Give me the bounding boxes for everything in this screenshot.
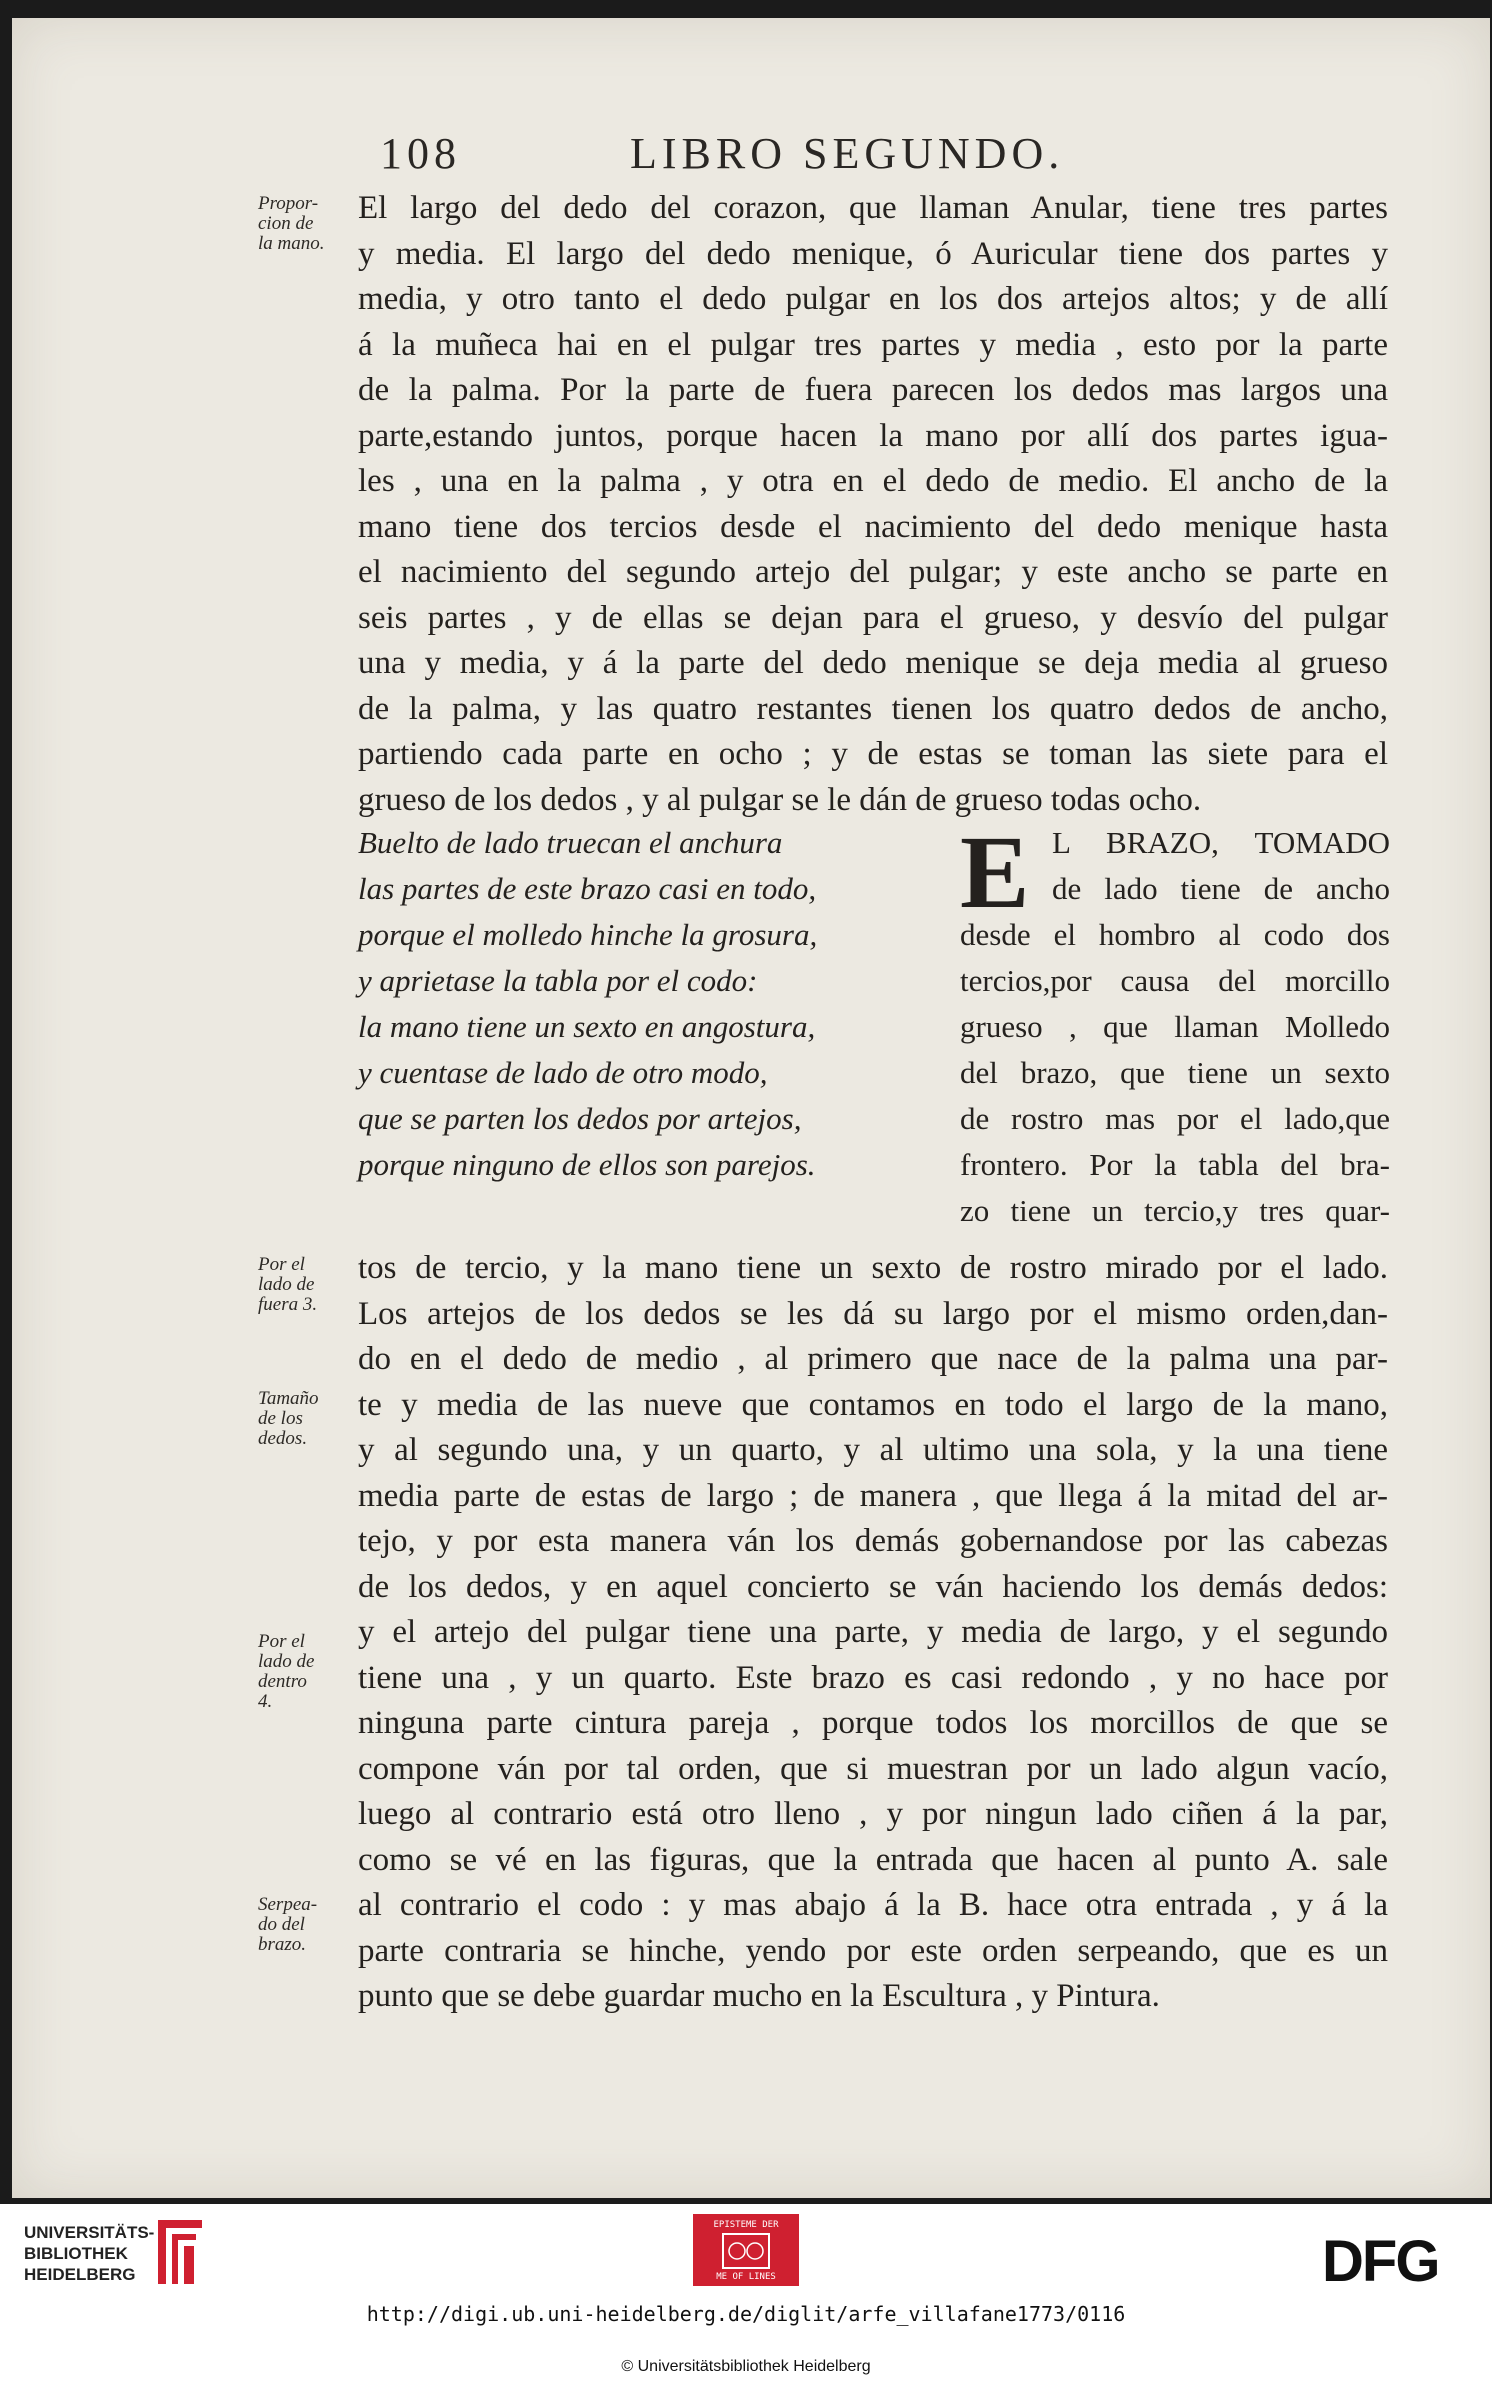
text-line: de la palma, y las quatro restantes tienen los quatro dedos de ancho, bbox=[358, 690, 1388, 727]
episteme-logo[interactable]: EPISTEME DER ME OF LINES bbox=[693, 2214, 799, 2286]
permalink[interactable]: http://digi.ub.uni-heidelberg.de/diglit/arfe_villafane1773/0116 bbox=[366, 2302, 1126, 2326]
text-line: seis partes , y de ellas se dejan para el grueso, y desvío del pulgar bbox=[358, 599, 1388, 636]
text-line: frontero. Por la tabla del bra- bbox=[960, 1147, 1390, 1182]
text-line: El largo del dedo del corazon, que llaman Anular, tiene tres partes bbox=[358, 190, 1388, 226]
copyright: © Universitätsbibliothek Heidelberg bbox=[621, 2358, 871, 2375]
text-line: Buelto de lado truecan el anchura bbox=[358, 825, 783, 860]
page-header bbox=[380, 128, 1080, 188]
text-line: del brazo, que tiene un sexto bbox=[960, 1055, 1390, 1090]
text-line: tos de tercio, y la mano tiene un sexto de rostro mirado por el lado. bbox=[358, 1250, 1388, 1286]
text-line: de la palma. Por la parte de fuera parecen los dedos mas largos una bbox=[358, 372, 1388, 408]
text-line: do en el dedo de medio , al primero que nace de la palma una par- bbox=[358, 1341, 1388, 1377]
text-line: grueso de los dedos , y al pulgar se le dán de grueso todas ocho. bbox=[358, 781, 1202, 818]
margin-note: Serpea- do del brazo. bbox=[258, 1894, 318, 1955]
text-line: L BRAZO, TOMADO bbox=[1052, 825, 1390, 860]
text-line: y media. El largo del dedo menique, ó Auricular tiene dos partes y bbox=[358, 235, 1388, 272]
text-line: de rostro mas por el lado,que bbox=[960, 1101, 1390, 1136]
right-column bbox=[960, 815, 1390, 1234]
text-line: á la muñeca hai en el pulgar tres partes y media , esto por la parte bbox=[358, 326, 1388, 363]
text-line: y aprietase la tabla por el codo: bbox=[358, 963, 758, 998]
text-line: grueso , que llaman Molledo bbox=[960, 1009, 1390, 1044]
dfg-logo[interactable]: DFG bbox=[1322, 2229, 1439, 2294]
text-line: mano tiene dos tercios desde el nacimiento del dedo menique hasta bbox=[358, 508, 1388, 545]
margin-note: Por el lado de fuera 3. bbox=[258, 1254, 318, 1315]
text-line: media parte de estas de largo ; de manera , que llega á la mitad del ar- bbox=[358, 1477, 1388, 1514]
paragraph-1 bbox=[358, 186, 1388, 823]
text-line: y al segundo una, y un quarto, y al ultimo una sola, y la una tiene bbox=[358, 1432, 1388, 1468]
running-head: LIBRO SEGUNDO. bbox=[630, 129, 1065, 178]
text-line: porque ninguno de ellos son parejos. bbox=[358, 1147, 816, 1182]
text-line: tejo, y por esta manera ván los demás gobernandose por las cabezas bbox=[358, 1523, 1388, 1559]
text-line: tercios,por causa del morcillo bbox=[960, 963, 1390, 998]
text-line: el nacimiento del segundo artejo del pulgar; y este ancho se parte en bbox=[358, 554, 1388, 590]
margin-note: Por el lado de dentro 4. bbox=[258, 1631, 315, 1712]
text-line: parte,estando juntos, porque hacen la mano por allí dos partes igua- bbox=[358, 417, 1388, 454]
page-number: 108 bbox=[380, 129, 461, 178]
text-line: ninguna parte cintura pareja , porque todos los morcillos de que se bbox=[358, 1705, 1388, 1741]
viewer-footer bbox=[0, 2204, 1492, 2388]
text-line: y el artejo del pulgar tiene una parte, y media de largo, y el segundo bbox=[358, 1614, 1388, 1650]
paragraph-2 bbox=[358, 1246, 1388, 2020]
text-line: luego al contrario está otro lleno , y por ningun lado ciñen á la par, bbox=[358, 1796, 1388, 1832]
text-line: de los dedos, y en aquel concierto se ván haciendo los demás dedos: bbox=[358, 1568, 1388, 1605]
text-line: parte contraria se hinche, yendo por este orden serpeando, que es un bbox=[358, 1932, 1388, 1969]
text-line: que se parten los dedos por artejos, bbox=[358, 1101, 802, 1136]
text-line: punto que se debe guardar mucho en la Escultura , y Pintura. bbox=[358, 1978, 1160, 2014]
text-line: compone ván por tal orden, que si muestran por un lado algun vacío, bbox=[358, 1750, 1388, 1787]
text-line: como se vé en las figuras, que la entrada que hacen al punto A. sale bbox=[358, 1841, 1388, 1878]
text-line: una y media, y á la parte del dedo menique se deja media al grueso bbox=[358, 645, 1388, 681]
text-line: media, y otro tanto el dedo pulgar en los dos artejos altos; y de allí bbox=[358, 281, 1388, 317]
verse-block bbox=[358, 820, 918, 1188]
text-line: te y media de las nueve que contamos en todo el largo de la mano, bbox=[358, 1386, 1388, 1423]
text-line: al contrario el codo : y mas abajo á la B. hace otra entrada , y á la bbox=[358, 1887, 1388, 1923]
drop-cap: E bbox=[960, 815, 1030, 930]
text-line: y cuentase de lado de otro modo, bbox=[358, 1055, 768, 1090]
margin-note: Tamaño de los dedos. bbox=[258, 1388, 319, 1449]
text-line: porque el molledo hinche la grosura, bbox=[358, 917, 818, 952]
text-line: les , una en la palma , y otra en el dedo de medio. El ancho de la bbox=[358, 463, 1388, 499]
library-logo-icon bbox=[150, 2212, 210, 2292]
text-line: las partes de este brazo casi en todo, bbox=[358, 871, 817, 906]
text-line: la mano tiene un sexto en angostura, bbox=[358, 1009, 816, 1044]
text-line: tiene una , y un quarto. Este brazo es casi redondo , y no hace por bbox=[358, 1659, 1388, 1696]
text-line: zo tiene un tercio,y tres quar- bbox=[960, 1193, 1390, 1228]
margin-note: Propor- cion de la mano. bbox=[258, 193, 325, 254]
text-line: desde el hombro al codo dos bbox=[960, 917, 1390, 952]
text-line: partiendo cada parte en ocho ; y de estas se toman las siete para el bbox=[358, 736, 1388, 772]
text-line: Los artejos de los dedos se les dá su largo por el mismo orden,dan- bbox=[358, 1295, 1388, 1332]
text-line: de lado tiene de ancho bbox=[1052, 871, 1390, 906]
library-logo-text[interactable]: UNIVERSITÄTS- BIBLIOTHEK HEIDELBERG bbox=[24, 2223, 155, 2284]
